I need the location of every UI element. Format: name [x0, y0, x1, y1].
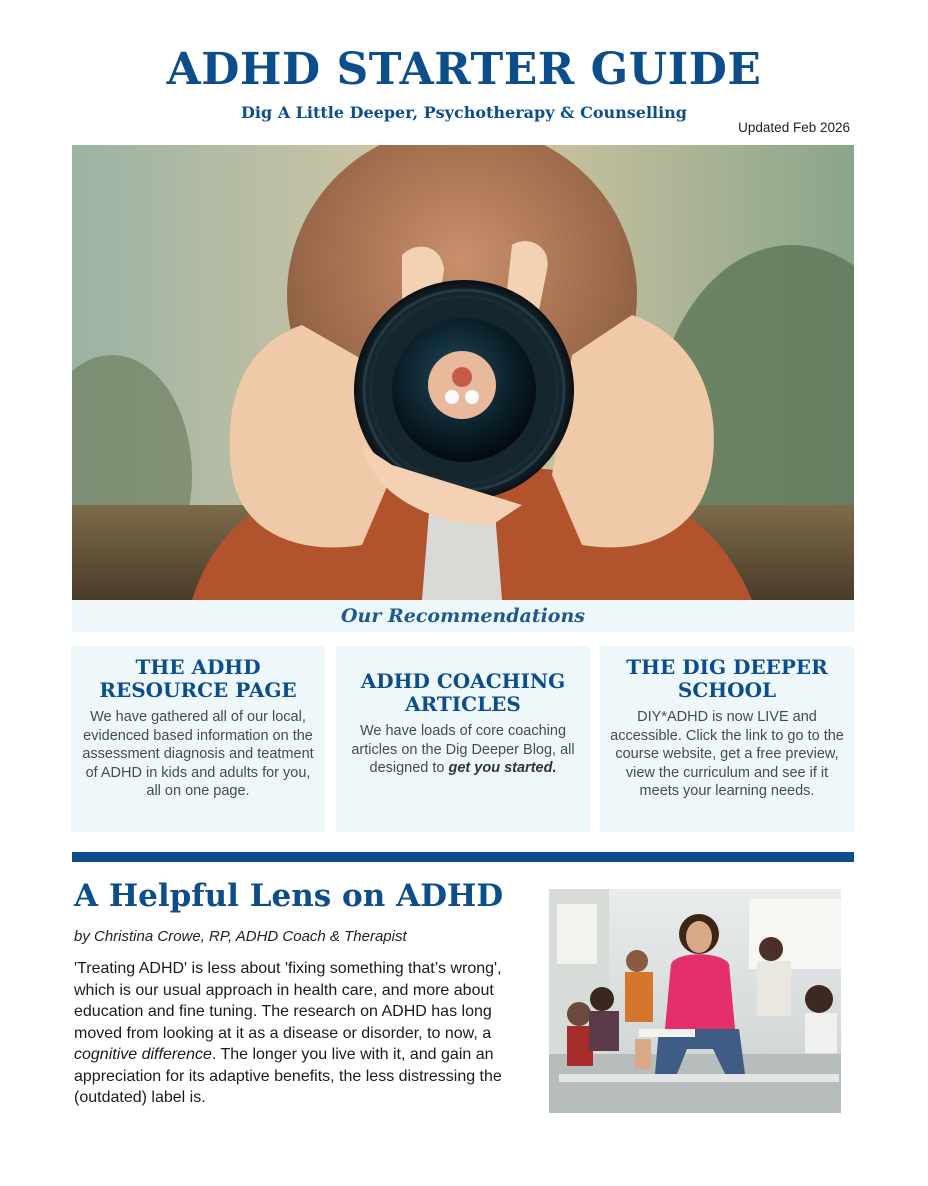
article-body-emphasis: cognitive difference: [74, 1046, 212, 1063]
section-divider: [72, 852, 854, 862]
hero-image: [72, 145, 854, 600]
card-dig-deeper-school[interactable]: [600, 646, 854, 832]
card-text: We have gathered all of our local, evidenced based information on the assessment diagnosis and teatment of ADHD in kids and adults for you, all on one page.: [82, 709, 314, 799]
card-resource-page[interactable]: [71, 646, 325, 832]
card-text: DIY*ADHD is now LIVE and accessible. Click the link to go to the course website, get a free preview, view the curriculum and see if it meets your learning needs.: [610, 709, 844, 799]
card-text: [346, 722, 580, 778]
classroom-student-photo: [549, 889, 841, 1113]
article-title: A Helpful Lens on ADHD: [74, 878, 504, 914]
card-text-main: We have loads of core coaching articles on the Dig Deeper Blog, all designed to: [351, 723, 575, 776]
card-title: THE ADHD RESOURCE PAGE: [99, 655, 297, 702]
card-coaching-articles[interactable]: [336, 646, 590, 832]
article-byline: by Christina Crowe, RP, ADHD Coach & Therapist: [74, 928, 407, 945]
recommendations-heading: Our Recommendations: [72, 600, 854, 632]
page-title: ADHD STARTER GUIDE: [166, 44, 762, 95]
card-title: THE DIG DEEPER SCHOOL: [626, 655, 828, 702]
page-subtitle: Dig A Little Deeper, Psychotherapy & Counselling: [240, 103, 687, 122]
article-body: [74, 958, 534, 1109]
article-body-part1: 'Treating ADHD' is less about 'fixing something that’s wrong', which is our usual approach in health care, and more about education and fine tuning. The research on ADHD has long moved from looking at it as a disease or disorder, to now, a: [74, 960, 502, 1042]
card-text-emphasis: get you started.: [448, 760, 557, 776]
article-photo: [549, 889, 841, 1113]
updated-date: Updated Feb 2026: [738, 120, 850, 135]
card-title: ADHD COACHING ARTICLES: [360, 669, 566, 716]
article-body-part2: . The longer you live with it, and gain an appreciation for its adaptive benefits, the less distressing the (outdated) label is.: [74, 1046, 502, 1106]
camera-lens-photo: [72, 145, 854, 600]
